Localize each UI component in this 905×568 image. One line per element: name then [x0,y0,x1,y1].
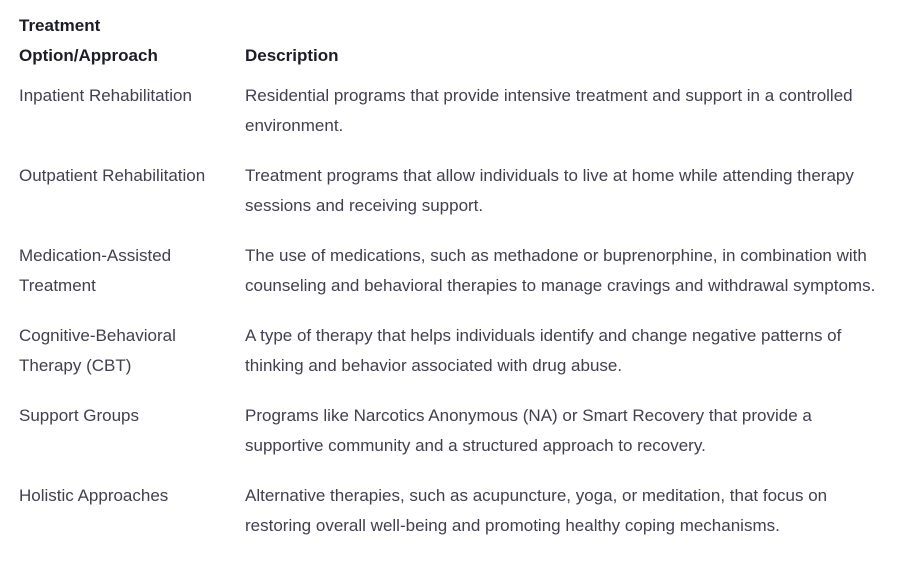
table-body [19,81,899,561]
option-line: Cognitive-Behavioral [19,326,176,345]
header-line-1: Treatment [19,16,101,35]
description-line: Treatment programs that allow individuals to live at home while attending therapy [245,166,854,185]
table-row [19,81,899,161]
description-line: The use of medications, such as methadone or buprenorphine, in combination with [245,246,867,265]
table-row [19,241,899,321]
treatment-option-cell [19,401,245,481]
description-cell [245,241,899,321]
treatment-option-cell [19,161,245,241]
option-line: Therapy (CBT) [19,356,132,375]
treatment-option-cell [19,321,245,401]
table-row [19,321,899,401]
table-header [19,11,899,81]
description-line: Alternative therapies, such as acupuncture, yoga, or meditation, that focus on [245,486,828,505]
treatment-table-container [19,11,899,561]
description-line: sessions and receiving support. [245,196,484,215]
table-row [19,401,899,481]
description-cell [245,481,899,561]
description-cell [245,161,899,241]
description-line: A type of therapy that helps individuals identify and change negative patterns of [245,326,842,345]
description-line: thinking and behavior associated with drug abuse. [245,356,623,375]
description-line: counseling and behavioral therapies to manage cravings and withdrawal symptoms. [245,276,876,295]
option-line: Treatment [19,276,96,295]
treatment-options-table [19,11,899,561]
description-cell [245,321,899,401]
description-line: supportive community and a structured approach to recovery. [245,436,706,455]
treatment-option-cell [19,241,245,321]
option-line: Support Groups [19,406,140,425]
header-row [19,11,899,81]
option-line: Holistic Approaches [19,486,169,505]
treatment-option-cell [19,81,245,161]
column-header-description: Description [245,46,339,65]
description-line: Residential programs that provide intensive treatment and support in a controlled [245,86,853,105]
option-line: Outpatient Rehabilitation [19,166,206,185]
description-cell [245,81,899,161]
column-header-treatment-option [19,11,245,81]
header-line-2: Option/Approach [19,46,158,65]
table-row [19,481,899,561]
table-row [19,161,899,241]
option-line: Medication-Assisted [19,246,172,265]
description-line: environment. [245,116,344,135]
description-line: Programs like Narcotics Anonymous (NA) or Smart Recovery that provide a [245,406,812,425]
treatment-option-cell [19,481,245,561]
description-line: restoring overall well-being and promoting healthy coping mechanisms. [245,516,780,535]
option-line: Inpatient Rehabilitation [19,86,192,105]
description-cell [245,401,899,481]
